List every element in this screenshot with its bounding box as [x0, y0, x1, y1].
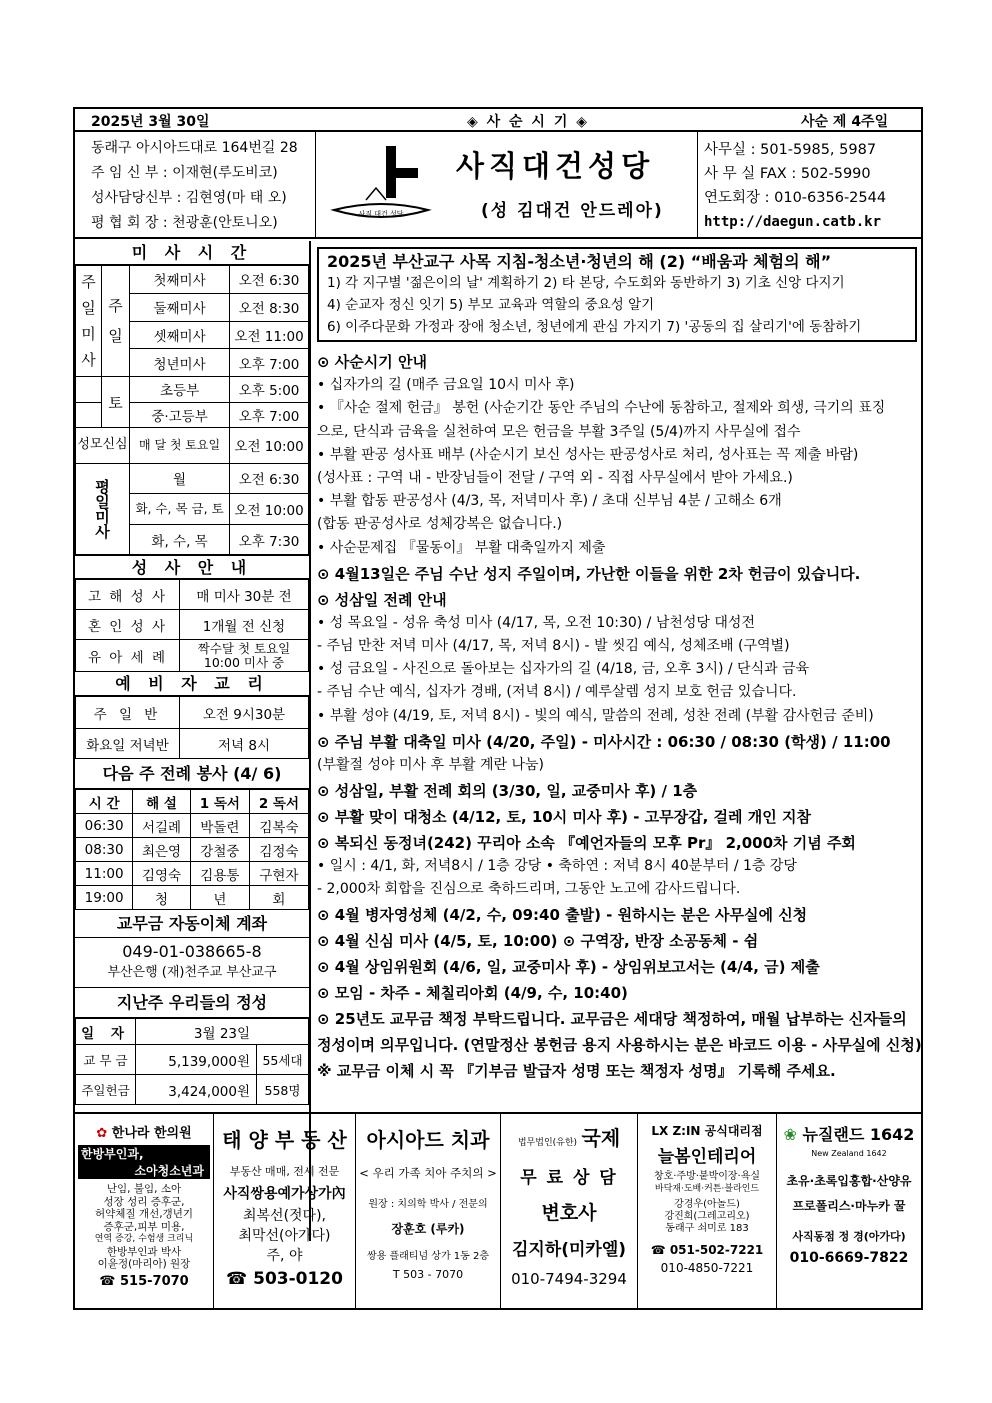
office-fax: 사 무 실 FAX : 502-5990: [704, 166, 871, 182]
ad-phone: 010-6669-7822: [789, 1250, 909, 1266]
contact-info: [698, 132, 921, 239]
mass-times-title: 미 사 시 간: [75, 241, 309, 265]
transfer-title: 교무금 자동이체 계좌: [75, 910, 309, 938]
ad-title: 법무법인(유한) 국제: [517, 1126, 621, 1150]
notice-line: • 성 목요일 - 성유 축성 미사 (4/17, 목, 오전 10:30) / 남천성당 대성전: [317, 614, 755, 631]
notice-line: ※ 교무금 이체 시 꼭 『기부금 발급자 성명 또는 책정자 성명』 기록해 주세요.: [317, 1062, 836, 1081]
mass-time: 오전 8:30: [230, 293, 309, 321]
sponsor-ads: [75, 1112, 921, 1308]
ad-body: 변호사: [541, 1202, 597, 1224]
ad-neulbom-interior: [638, 1114, 777, 1310]
notice-line: ⊙ 성삼일, 부활 전례 회의 (3/30, 일, 교중미사 후) / 1층: [317, 781, 698, 800]
ad-body: ☎ 051-502-7221: [650, 1243, 764, 1257]
top-bar: [75, 109, 921, 132]
offering-title: 지난주 우리들의 정성: [75, 988, 309, 1018]
ad-phone: 010-4850-7221: [660, 1261, 754, 1275]
goal-line: 6) 이주다문화 가정과 장애 청소년, 청년에게 관심 가지기 7) '공동의 집 살리기'에 동참하기: [327, 319, 862, 335]
service-cell: 김용통: [190, 862, 249, 886]
ad-body: 원장 : 치의학 박사 / 전문의: [368, 1199, 488, 1210]
website-link[interactable]: http://daegun.catb.kr: [704, 214, 882, 230]
ad-phone: ☎ 503-0120: [226, 1269, 343, 1289]
mass-name: 청년미사: [130, 349, 230, 377]
church-patron: (성 김대건 안드레아): [481, 201, 664, 221]
col-header: 시 간: [76, 790, 133, 814]
mass-name: 둘째미사: [130, 293, 230, 321]
weekday-mass-label: 평일미사: [76, 463, 130, 554]
marian-devotion-time: 오전 10:00: [230, 427, 309, 463]
ad-highlight: 한방부인과,: [78, 1145, 210, 1162]
address: 동래구 아시아드대로 164번길 28: [91, 140, 298, 156]
ad-body: 난임, 불임, 소아 성장 성리 증후군, 허약체질 개선,갱년기 증후군,피부 미용, 연역 증강, 수험생 크리닉 한방부인과 박사 이윤정(마리아) 원장: [94, 1183, 194, 1270]
saturday-label: 토: [102, 377, 130, 428]
sacrament-name: 고 해 성 사: [76, 580, 180, 610]
ad-hanara-clinic: [75, 1114, 214, 1310]
mass-name: 중·고등부: [130, 402, 230, 427]
ad-body: 사직동점 정 경(아가다): [792, 1230, 906, 1243]
sacrament-title: 성 사 안 내: [75, 555, 309, 579]
ad-highlight: 소아청소년과: [78, 1162, 210, 1179]
mass-name: 셋째미사: [130, 321, 230, 349]
notice-line: - 주님 만찬 저녁 미사 (4/17, 목, 저녁 8시) - 발 씻김 예식, 성체조배 (구역별): [317, 638, 790, 654]
notice-line: ⊙ 모임 - 차주 - 체칠리아회 (4/9, 수, 10:40): [317, 984, 628, 1003]
notice-line: • 부활 성야 (4/19, 토, 저녁 8시) - 빛의 예식, 말씀의 전례, 성찬 전례 (부활 감사헌금 준비): [317, 707, 874, 724]
ad-body: 창호·주방·붙박이장·욕실 바닥재·도배·커튼·블라인드 강경우(아놀드) 강진희(그레고리오) 동래구 쇠미로 183: [653, 1171, 761, 1234]
account-number: 049-01-038665-8: [122, 942, 262, 961]
weekday-time: 오전 6:30: [230, 463, 309, 493]
council-president: 평 협 회 장 : 천광훈(안토니오): [91, 215, 278, 231]
church-name: 사직대건성당: [456, 149, 655, 183]
notice-line: • 십자가의 길 (매주 금요일 10시 미사 후): [317, 377, 575, 394]
offering-count: 55세대: [257, 1045, 309, 1075]
service-cell: 청: [133, 886, 191, 910]
ad-prefix: LX Z:IN 공식대리점: [651, 1124, 763, 1138]
notice-line: • 성 금요일 - 사진으로 돌아보는 십자가의 길 (4/18, 금, 오후 3시) / 단식과 금육: [317, 661, 810, 678]
class-time: 저녁 8시: [180, 729, 309, 759]
weekday-time: 오전 10:00: [230, 493, 309, 525]
ad-title: ❀ 뉴질랜드 1642: [783, 1125, 915, 1144]
service-cell: 최은영: [133, 838, 191, 862]
service-cell: 19:00: [76, 886, 133, 910]
transfer-account-block: [75, 938, 309, 988]
notice-line: • 부활 합동 판공성사 (4/3, 목, 저녁미사 후) / 초대 신부님 4분 / 고해소 6개: [317, 493, 782, 510]
ad-body: 쌍용 플래티넘 상가 1동 2층: [366, 1251, 490, 1262]
logo-text: 사직 대건 성당: [358, 210, 404, 218]
notice-line: - 2,000차 회합을 진심으로 축하드리며, 그동안 노고에 감사드립니다.: [317, 881, 741, 898]
notice-line: ⊙ 부활 맞이 대청소 (4/12, 토, 10시 미사 후) - 고무장갑, 걸레 개인 지참: [317, 807, 811, 826]
bulletin-page: [73, 107, 923, 1310]
service-cell: 서길례: [133, 814, 191, 838]
assistant-priest: 성사담당신부 : 김현영(마 태 오): [91, 190, 287, 206]
mass-times-table: [75, 265, 309, 555]
notice-line: ⊙ 4월 신심 미사 (4/5, 토, 10:00) ⊙ 구역장, 반장 소공동체 - 쉼: [317, 932, 759, 951]
col-header: 2 독서: [249, 790, 308, 814]
service-cell: 11:00: [76, 862, 133, 886]
service-cell: 구현자: [249, 862, 308, 886]
notice-line: (성사표 : 구역 내 - 반장님들이 전달 / 구역 외 - 직접 사무실에서 받아 가세요.): [317, 470, 793, 486]
sacrament-info: 1개월 전 신청: [180, 610, 309, 640]
ad-title: 태 양 부 동 산: [222, 1128, 347, 1152]
catechumen-table: [75, 696, 309, 759]
service-title: 다음 주 전례 봉사 (4/ 6): [75, 759, 309, 789]
ad-prefix: New Zealand 1642: [811, 1149, 887, 1158]
ad-body: < 우리 가족 치아 주치의 >: [359, 1166, 497, 1180]
sunday-label: 주 일: [102, 266, 130, 377]
sidebar: [75, 241, 311, 1241]
notice-line: ⊙ 4월 병자영성체 (4/2, 수, 09:40 출발) - 원하시는 분은 사무실에 신청: [317, 906, 808, 925]
main-notices: [313, 241, 921, 1111]
notice-line: ⊙ 4월13일은 주님 수난 성지 주일이며, 가난한 이들을 위한 2차 헌금이 있습니다.: [317, 564, 861, 583]
notice-line: (부활절 성야 미사 후 부활 계란 나눔): [317, 756, 544, 773]
ad-body: 사직쌍용예가상가內: [223, 1186, 346, 1202]
service-table: [75, 789, 309, 910]
notice-line: 정성이며 의무입니다. (연말정산 봉헌금 용지 사용하시는 분은 바코드 이용 - 사무실에 신청): [317, 1036, 922, 1055]
notice-line: ⊙ 복되신 동정녀(242) 꾸리아 소속 『예언자들의 모후 Pr』 2,000차 기념 주회: [317, 833, 856, 852]
bank-name: 부산은행 (재)천주교 부산교구: [107, 965, 277, 980]
weekday-days: 화, 수, 목: [130, 525, 230, 555]
col-header: 해 설: [133, 790, 191, 814]
ad-body: 부동산 매매, 전세 전문: [229, 1165, 340, 1178]
service-cell: 강철중: [190, 838, 249, 862]
offering-count: 558명: [257, 1075, 309, 1105]
mass-name: 첫째미사: [130, 266, 230, 294]
weekday-days: 화, 수, 목 금, 토: [130, 493, 230, 525]
ad-phone: 010-7494-3294: [511, 1270, 627, 1288]
class-time: 오전 9시30분: [180, 697, 309, 729]
sunday-mass-label: 주 일 미 사: [76, 266, 102, 377]
youth-contact: 연도회장 : 010-6356-2544: [704, 190, 887, 206]
church-logo-icon: [326, 138, 436, 230]
service-cell: 박돌련: [190, 814, 249, 838]
office-phone: 사무실 : 501-5985, 5987: [704, 142, 877, 158]
notice-line: • 『사순 절제 헌금』 봉헌 (사순기간 동안 주님의 수난에 동참하고, 절제와 희생, 극기의 표징: [317, 400, 886, 417]
ad-body: 무 료 상 담: [520, 1168, 618, 1188]
flower-icon: ✿: [96, 1126, 108, 1141]
sacrament-name: 혼 인 성 사: [76, 610, 180, 640]
offering-amount: 3,424,000원: [136, 1075, 257, 1105]
ad-new-zealand-1642: [777, 1114, 921, 1310]
marian-devotion-desc: 매 달 첫 토요일: [130, 427, 230, 463]
notice-line: ⊙ 성삼일 전례 안내: [317, 590, 447, 609]
notice-line: ⊙ 25년도 교무금 책정 부탁드립니다. 교무금은 세대당 책정하여, 매월 납부하는 신자들의: [317, 1010, 907, 1029]
class-name: 화요일 저녁반: [76, 729, 180, 759]
ad-title: 늘봄인테리어: [657, 1147, 757, 1167]
liturgical-week: 사순 제 4주일: [801, 114, 889, 130]
notice-line: ⊙ 주님 부활 대축일 미사 (4/20, 주일) - 미사시간 : 06:30 / 08:30 (학생) / 11:00: [317, 732, 891, 751]
service-cell: 06:30: [76, 814, 133, 838]
notice-line: 으로, 단식과 금육을 실천하여 모은 헌금을 부활 3주일 (5/4)까지 사무실에 접수: [317, 423, 801, 440]
catechumen-title: 예 비 자 교 리: [75, 672, 309, 696]
mass-time: 오후 7:00: [230, 402, 309, 427]
pastoral-goals-box: [317, 247, 917, 342]
ad-body: 초유·초록입홍합·산양유: [786, 1174, 912, 1188]
liturgical-season: ◈ 사 순 시 기 ◈: [467, 114, 589, 130]
mass-time: 오후 7:00: [230, 349, 309, 377]
ad-phone: T 503 - 7070: [392, 1268, 464, 1281]
notice-line: • 사순문제집 『물동이』 부활 대축일까지 제출: [317, 539, 606, 556]
church-info: [75, 132, 316, 239]
ad-body: 주, 야: [266, 1248, 303, 1264]
service-cell: 년: [190, 886, 249, 910]
col-header: 1 독서: [190, 790, 249, 814]
service-cell: 회: [249, 886, 308, 910]
goal-line: 4) 순교자 정신 잇기 5) 부모 교육과 역할의 중요성 알기: [327, 297, 655, 313]
offering-table: [75, 1018, 309, 1105]
ad-asiad-dental: [356, 1114, 501, 1310]
notice-line: - 주님 수난 예식, 십자가 경배, (저녁 8시) / 예루살렘 성지 보호 헌금 있습니다.: [317, 684, 797, 701]
mass-name: 초등부: [130, 377, 230, 402]
goals-title: 2025년 부산교구 사목 지침-청소년·청년의 해 (2) “배움과 체험의 해”: [327, 252, 832, 271]
date-label: 일 자: [76, 1019, 136, 1045]
sacrament-table: [75, 579, 309, 672]
leaf-icon: ❀: [783, 1125, 797, 1144]
weekday-days: 월: [130, 463, 230, 493]
service-cell: 김정숙: [249, 838, 308, 862]
mass-time: 오전 11:00: [230, 321, 309, 349]
ad-body: 장훈호 (루카): [391, 1222, 465, 1236]
weekday-time: 오후 7:30: [230, 525, 309, 555]
ad-body: 김지하(미카엘): [511, 1240, 627, 1260]
sacrament-info: 짝수달 첫 토요일 10:00 미사 중: [180, 640, 309, 672]
offering-date: 3월 23일: [136, 1019, 309, 1045]
ad-title: ✿ 한나라 한의원: [96, 1126, 192, 1141]
notice-line: ⊙ 4월 상임위원회 (4/6, 일, 교중미사 후) - 상임위보고서는 (4/4, 금) 제출: [317, 958, 820, 977]
ad-body: 프로폴리스·마누카 꿀: [792, 1199, 906, 1213]
offering-type: 교 무 금: [76, 1045, 136, 1075]
pastor: 주 임 신 부 : 이재현(루도비코): [91, 165, 278, 181]
ad-gukje-law: [501, 1114, 638, 1310]
class-name: 주 일 반: [76, 697, 180, 729]
ad-phone: ☎ 515-7070: [99, 1273, 189, 1289]
church-title-block: [316, 132, 698, 239]
notice-line: (합동 판공성사로 성체강복은 없습니다.): [317, 516, 563, 533]
service-cell: 김복숙: [249, 814, 308, 838]
notice-line: • 일시 : 4/1, 화, 저녁8시 / 1층 강당 • 축하연 : 저녁 8시 40분부터 / 1층 강당: [317, 858, 797, 874]
service-cell: 08:30: [76, 838, 133, 862]
ad-body: 최복선(젓다),: [243, 1208, 326, 1224]
ad-taeyang-realty: [214, 1114, 356, 1310]
offering-amount: 5,139,000원: [136, 1045, 257, 1075]
ad-body: 최막선(아가다): [238, 1228, 331, 1244]
ad-title: 아시아드 치과: [366, 1128, 490, 1152]
sacrament-info: 매 미사 30분 전: [180, 580, 309, 610]
notice-line: ⊙ 사순시기 안내: [317, 353, 427, 371]
service-cell: 김영숙: [133, 862, 191, 886]
mass-time: 오전 6:30: [230, 266, 309, 294]
notice-line: • 부활 판공 성사표 배부 (사순시기 보신 성사는 판공성사로 처리, 성사표는 꼭 제출 바람): [317, 446, 859, 463]
marian-devotion-label: 성모신심: [76, 427, 130, 463]
bulletin-date: 2025년 3월 30일: [91, 114, 210, 130]
goal-line: 1) 각 지구별 '젊은이의 날' 계획하기 2) 타 본당, 수도회와 동반하기 3) 기초 신앙 다지기: [327, 275, 845, 291]
sacrament-name: 유 아 세 례: [76, 640, 180, 672]
mass-time: 오후 5:00: [230, 377, 309, 402]
offering-type: 주일헌금: [76, 1075, 136, 1105]
